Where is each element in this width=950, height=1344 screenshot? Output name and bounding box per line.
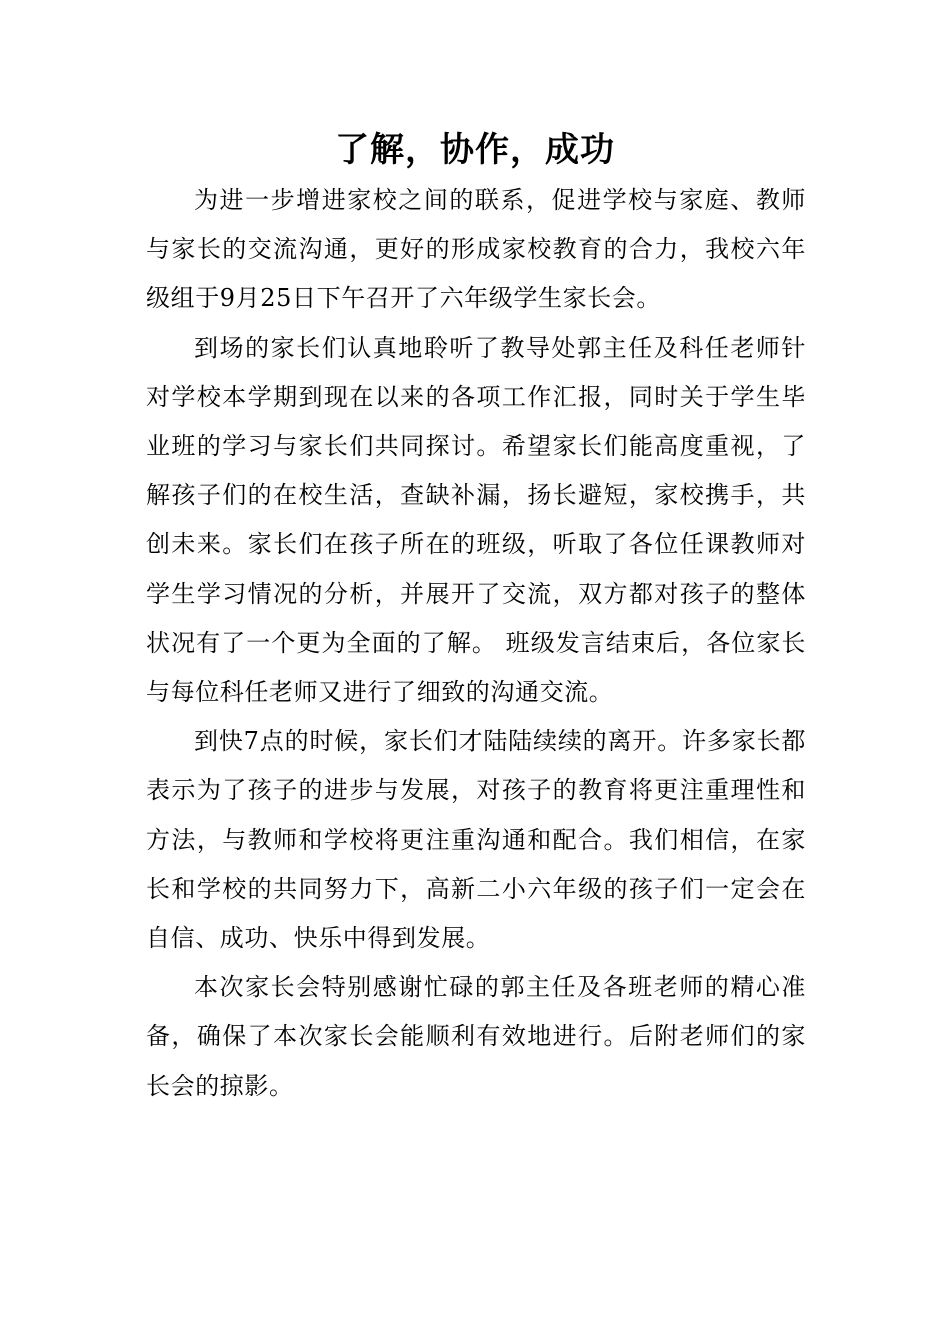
paragraph-intro: 为进一步增进家校之间的联系，促进学校与家庭、教师与家长的交流沟通，更好的形成家校教育的合力，我校六年级组于9月25日下午召开了六年级学生家长会。 bbox=[146, 186, 806, 313]
paragraph-meeting: 到场的家长们认真地聆听了教导处郭主任及科任老师针对学校本学期到现在以来的各项工作汇报，同时关于学生毕业班的学习与家长们共同探讨。希望家长们能高度重视，了解孩子们的在校生活，查缺补漏，扬长避短，家校携手，共创未来。家长们在孩子所在的班级，听取了各位任课教师对学生学习情况的分析，并展开了交流，双方都对孩子的整体状况有了一个更为全面的了解。 班级发言结束后，各位家长与每位科任老师又进行了细致的沟通交流。 bbox=[146, 333, 806, 707]
document-title: 了解，协作，成功 bbox=[335, 130, 615, 170]
document-body bbox=[146, 176, 806, 1111]
paragraph-departure: 到快7点的时候，家长们才陆陆续续的离开。许多家长都表示为了孩子的进步与发展，对孩子的教育将更注重理性和方法，与教师和学校将更注重沟通和配合。我们相信，在家长和学校的共同努力下，高新二小六年级的孩子们一定会在自信、成功、快乐中得到发展。 bbox=[146, 727, 806, 953]
paragraph-thanks: 本次家长会特别感谢忙碌的郭主任及各班老师的精心准备，确保了本次家长会能顺利有效地进行。后附老师们的家长会的掠影。 bbox=[146, 973, 806, 1100]
